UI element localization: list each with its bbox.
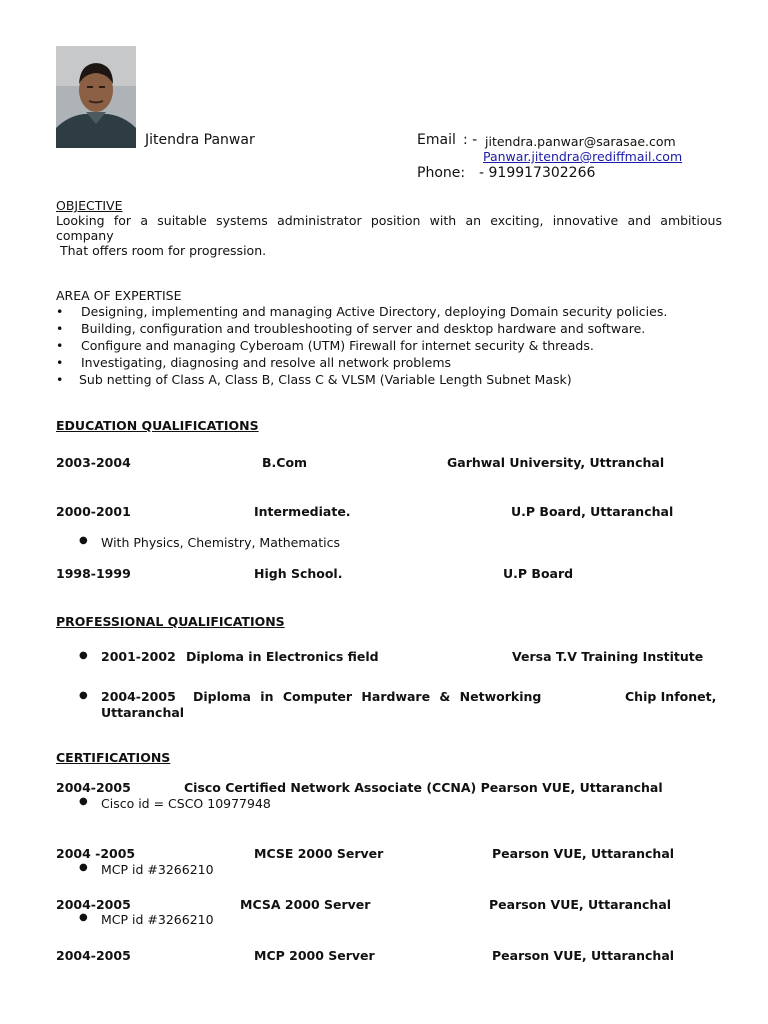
phone-label: Phone: [417,165,466,181]
bullet-icon: ● [79,690,88,701]
email-primary[interactable]: jitendra.panwar@sarasae.com [485,134,676,149]
professional-years: 2004-2005 [101,689,176,704]
education-institution: U.P Board, Uttaranchal [511,504,674,519]
education-years: 2003-2004 [56,455,131,470]
bullet-icon: • [56,321,64,336]
expertise-item: Building, configuration and troubleshooting of server and desktop hardware and software. [81,321,646,336]
education-years: 2000-2001 [56,504,131,519]
phone-value: - 919917302266 [479,165,596,181]
bullet-icon: • [56,304,64,319]
expertise-item: Designing, implementing and managing Active Directory, deploying Domain security policies. [81,304,668,319]
education-institution: Garhwal University, Uttranchal [447,455,665,470]
professional-title: Diploma in Computer Hardware & Networking [193,689,542,704]
professional-heading: PROFESSIONAL QUALIFICATIONS [56,614,285,629]
cert-name: MCSA 2000 Server [240,897,371,912]
bullet-icon: ● [79,796,88,807]
person-photo-icon [56,46,136,148]
cert-name: MCP 2000 Server [254,948,375,963]
cert-detail: MCP id #3266210 [101,862,214,877]
profile-photo [56,46,136,148]
cert-provider: Pearson VUE, Uttaranchal [492,948,675,963]
education-degree: High School. [254,566,343,581]
objective-heading: OBJECTIVE [56,198,123,213]
cert-years: 2004 -2005 [56,846,136,861]
bullet-icon: ● [79,912,88,923]
cert-years: 2004-2005 [56,948,131,963]
expertise-item: Investigating, diagnosing and resolve all network problems [81,355,452,370]
bullet-icon: ● [79,862,88,873]
professional-years: 2001-2002 [101,649,176,664]
professional-title: Diploma in Electronics field [186,649,379,664]
certifications-heading: CERTIFICATIONS [56,750,171,765]
email-separator: : - [463,132,478,148]
cert-years: 2004-2005 [56,780,131,795]
education-years: 1998-1999 [56,566,131,581]
education-note: With Physics, Chemistry, Mathematics [101,535,340,550]
professional-location: Uttaranchal [101,705,185,720]
email-label: Email [417,132,456,148]
bullet-icon: • [56,338,64,353]
education-degree: B.Com [262,455,308,470]
professional-institute: Versa T.V Training Institute [512,649,704,664]
email-secondary-link[interactable]: Panwar.jitendra@rediffmail.com [483,149,683,164]
expertise-heading: AREA OF EXPERTISE [56,288,182,303]
education-heading: EDUCATION QUALIFICATIONS [56,418,259,433]
candidate-name: Jitendra Panwar [145,132,255,148]
cert-ccna-text: Cisco Certified Network Associate (CCNA) Pearson VUE, Uttaranchal [184,780,663,795]
expertise-item: Sub netting of Class A, Class B, Class C & VLSM (Variable Length Subnet Mask) [79,372,572,387]
objective-text-line1: Looking for a suitable systems administrator position with an exciting, innovative and ambitious [56,213,722,228]
cert-years: 2004-2005 [56,897,131,912]
expertise-item: Configure and managing Cyberoam (UTM) Firewall for internet security & threads. [81,338,594,353]
bullet-icon: ● [79,650,88,661]
education-institution: U.P Board [503,566,574,581]
cert-provider: Pearson VUE, Uttaranchal [492,846,675,861]
cert-detail: Cisco id = CSCO 10977948 [101,796,271,811]
bullet-icon: ● [79,535,88,546]
education-degree: Intermediate. [254,504,351,519]
professional-institute: Chip Infonet, [625,689,717,704]
bullet-icon: • [56,372,64,387]
cert-name: MCSE 2000 Server [254,846,384,861]
objective-text-line2: company [56,228,114,243]
cert-provider: Pearson VUE, Uttaranchal [489,897,672,912]
objective-text-line3: That offers room for progression. [56,243,267,258]
bullet-icon: • [56,355,64,370]
cert-detail: MCP id #3266210 [101,912,214,927]
